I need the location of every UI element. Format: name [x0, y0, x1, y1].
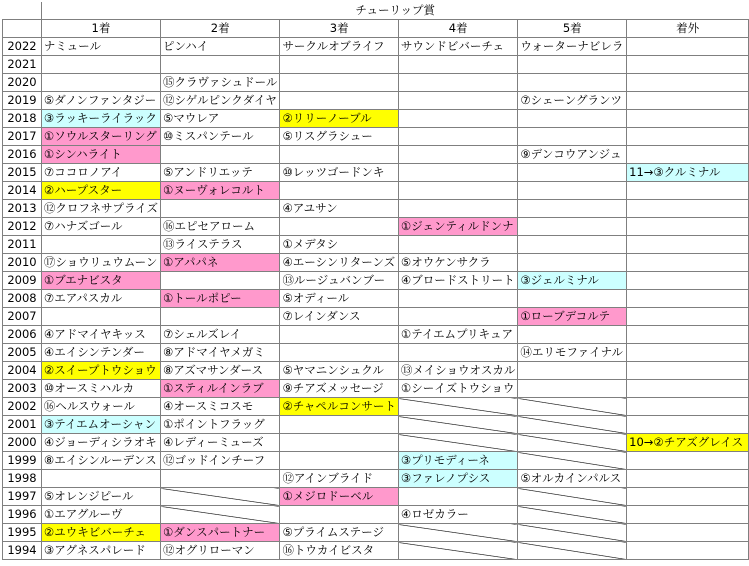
table-row — [3, 236, 749, 254]
year-cell[interactable]: 2002 — [3, 398, 42, 416]
cell-fourth[interactable]: ④ブロードストリート — [398, 272, 517, 290]
cell-first[interactable]: ⑫クロフネサプライズ — [41, 200, 160, 218]
cell-first[interactable] — [41, 56, 160, 74]
cell-second[interactable]: ①ヌーヴォレコルト — [161, 182, 280, 200]
year-cell[interactable]: 2014 — [3, 182, 42, 200]
cell-first[interactable]: ③テイエムオーシャン — [41, 416, 160, 434]
corner-cell[interactable] — [3, 2, 42, 20]
cell-fourth[interactable] — [398, 110, 517, 128]
cell-fifth-void[interactable] — [518, 398, 627, 416]
cell-other[interactable] — [627, 452, 749, 470]
cell-fifth[interactable]: ⑦シェーングランツ — [518, 92, 627, 110]
cell-third[interactable]: ⑨チアズメッセージ — [280, 380, 398, 398]
table-row — [3, 542, 749, 560]
cell-first[interactable]: ③ラッキーライラック — [41, 110, 160, 128]
cell-first[interactable] — [41, 74, 160, 92]
table-row — [3, 488, 749, 506]
cell-fifth-void[interactable] — [518, 452, 627, 470]
cell-other[interactable] — [627, 128, 749, 146]
cell-fifth[interactable] — [518, 362, 627, 380]
cell-fourth[interactable] — [398, 146, 517, 164]
cell-fifth-void[interactable] — [518, 488, 627, 506]
cell-fourth[interactable] — [398, 344, 517, 362]
cell-other[interactable] — [627, 272, 749, 290]
cell-fifth[interactable] — [518, 56, 627, 74]
cell-second[interactable] — [161, 146, 280, 164]
table-row — [3, 254, 749, 272]
year-cell[interactable]: 2007 — [3, 308, 42, 326]
year-cell[interactable]: 2011 — [3, 236, 42, 254]
cell-second[interactable] — [161, 56, 280, 74]
cell-third[interactable]: ⑯トウカイビスタ — [280, 542, 398, 560]
cell-second[interactable]: ⑧アズマサンダース — [161, 362, 280, 380]
cell-fourth[interactable] — [398, 200, 517, 218]
cell-fourth[interactable] — [398, 308, 517, 326]
year-cell[interactable]: 2019 — [3, 92, 42, 110]
year-cell[interactable]: 1996 — [3, 506, 42, 524]
cell-fourth[interactable]: ③ファレノプシス — [398, 470, 517, 488]
cell-first[interactable] — [41, 308, 160, 326]
cell-first[interactable]: ②ハープスター — [41, 182, 160, 200]
cell-first[interactable]: ④アドマイヤキッス — [41, 326, 160, 344]
cell-first[interactable]: ⑤ダノンファンタジー — [41, 92, 160, 110]
cell-second[interactable]: ピンハイ — [161, 38, 280, 56]
cell-second[interactable]: ①ダンスパートナー — [161, 524, 280, 542]
table-row — [3, 416, 749, 434]
table-row — [3, 308, 749, 326]
cell-first[interactable]: ナミュール — [41, 38, 160, 56]
cell-fifth[interactable] — [518, 380, 627, 398]
cell-first[interactable]: ①シンハライト — [41, 146, 160, 164]
year-cell[interactable]: 2009 — [3, 272, 42, 290]
table-title[interactable]: チューリップ賞 — [41, 2, 748, 20]
table-row — [3, 362, 749, 380]
cell-other[interactable] — [627, 470, 749, 488]
year-cell[interactable]: 2017 — [3, 128, 42, 146]
header-row — [3, 20, 749, 38]
cell-fourth-void[interactable] — [398, 524, 517, 542]
cell-second[interactable]: ①アパパネ — [161, 254, 280, 272]
year-cell[interactable]: 1999 — [3, 452, 42, 470]
cell-fourth[interactable] — [398, 56, 517, 74]
cell-other[interactable] — [627, 542, 749, 560]
cell-fifth[interactable]: ③ジェルミナル — [518, 272, 627, 290]
cell-other[interactable] — [627, 290, 749, 308]
cell-second[interactable] — [161, 470, 280, 488]
cell-other[interactable] — [627, 488, 749, 506]
year-cell[interactable]: 2016 — [3, 146, 42, 164]
cell-third[interactable]: ①メジロドーベル — [280, 488, 398, 506]
cell-first[interactable]: ①ブエナビスタ — [41, 272, 160, 290]
table-row — [3, 470, 749, 488]
table-row — [3, 434, 749, 452]
table-row — [3, 128, 749, 146]
cell-fifth-void[interactable] — [518, 506, 627, 524]
cell-other[interactable] — [627, 92, 749, 110]
cell-first[interactable]: ⑰ショウリュウムーン — [41, 254, 160, 272]
table-row — [3, 74, 749, 92]
cell-third[interactable]: ⑦レインダンス — [280, 308, 398, 326]
cell-third[interactable] — [280, 434, 398, 452]
cell-fifth-void[interactable] — [518, 416, 627, 434]
year-cell[interactable]: 2001 — [3, 416, 42, 434]
cell-fourth[interactable] — [398, 488, 517, 506]
cell-fifth[interactable] — [518, 236, 627, 254]
cell-second[interactable]: ①スティルインラブ — [161, 380, 280, 398]
cell-third[interactable]: ⑤プライムステージ — [280, 524, 398, 542]
cell-first[interactable]: ③アグネスパレード — [41, 542, 160, 560]
cell-fifth[interactable] — [518, 128, 627, 146]
cell-first[interactable]: ①ソウルスターリング — [41, 128, 160, 146]
header-other[interactable]: 着外 — [627, 20, 749, 38]
cell-other[interactable] — [627, 308, 749, 326]
cell-fourth[interactable]: ①テイエムプリキュア — [398, 326, 517, 344]
year-cell[interactable]: 2022 — [3, 38, 42, 56]
cell-second[interactable]: ④レディーミューズ — [161, 434, 280, 452]
header-2nd[interactable]: 2着 — [161, 20, 280, 38]
cell-other[interactable] — [627, 146, 749, 164]
cell-first[interactable]: ④エイシンテンダー — [41, 344, 160, 362]
cell-fourth-void[interactable] — [398, 434, 517, 452]
cell-first[interactable]: ②スイープトウショウ — [41, 362, 160, 380]
year-cell[interactable]: 2015 — [3, 164, 42, 182]
cell-other[interactable] — [627, 362, 749, 380]
cell-third[interactable] — [280, 56, 398, 74]
cell-fifth[interactable] — [518, 110, 627, 128]
year-cell[interactable]: 2020 — [3, 74, 42, 92]
table-row — [3, 380, 749, 398]
table-row — [3, 110, 749, 128]
cell-fifth[interactable]: ⑭エリモファイナル — [518, 344, 627, 362]
cell-fourth[interactable] — [398, 236, 517, 254]
year-cell[interactable]: 1997 — [3, 488, 42, 506]
cell-first[interactable]: ⑦エアパスカル — [41, 290, 160, 308]
cell-second[interactable]: ⑫ゴッドインチーフ — [161, 452, 280, 470]
table-row — [3, 92, 749, 110]
cell-fifth[interactable] — [518, 218, 627, 236]
table-row — [3, 182, 749, 200]
cell-second[interactable]: ⑩ミスパンテール — [161, 128, 280, 146]
cell-fifth-void[interactable] — [518, 434, 627, 452]
cell-third[interactable] — [280, 416, 398, 434]
table-row — [3, 164, 749, 182]
cell-fourth[interactable]: ③プリモディーネ — [398, 452, 517, 470]
year-cell[interactable]: 1998 — [3, 470, 42, 488]
cell-other[interactable] — [627, 200, 749, 218]
year-cell[interactable]: 2021 — [3, 56, 42, 74]
cell-second[interactable]: ⑫オグリローマン — [161, 542, 280, 560]
cell-first[interactable]: ⑯ヘルスウォール — [41, 398, 160, 416]
cell-fourth[interactable]: ④ロゼカラー — [398, 506, 517, 524]
cell-fifth-void[interactable] — [518, 524, 627, 542]
cell-second[interactable]: ⑫シゲルピンクダイヤ — [161, 92, 280, 110]
cell-third[interactable] — [280, 452, 398, 470]
cell-first[interactable]: ⑩オースミハルカ — [41, 380, 160, 398]
cell-second[interactable]: ⑧アドマイヤメガミ — [161, 344, 280, 362]
cell-second-void[interactable] — [161, 488, 280, 506]
cell-fourth[interactable]: ⑬メイショウオスカル — [398, 362, 517, 380]
cell-third[interactable]: サークルオブライフ — [280, 38, 398, 56]
header-1st[interactable]: 1着 — [41, 20, 160, 38]
cell-third[interactable] — [280, 218, 398, 236]
cell-other[interactable] — [627, 38, 749, 56]
cell-fifth[interactable] — [518, 164, 627, 182]
header-5th[interactable]: 5着 — [518, 20, 627, 38]
cell-fifth-void[interactable] — [518, 542, 627, 560]
cell-other[interactable] — [627, 110, 749, 128]
cell-other[interactable]: 10→②チアズグレイス — [627, 434, 749, 452]
cell-second[interactable]: ⑮クラヴァシュドール — [161, 74, 280, 92]
cell-third[interactable] — [280, 344, 398, 362]
cell-fifth[interactable] — [518, 290, 627, 308]
table-row — [3, 56, 749, 74]
cell-second[interactable]: ①トールポピー — [161, 290, 280, 308]
cell-fourth[interactable] — [398, 182, 517, 200]
cell-fifth[interactable] — [518, 182, 627, 200]
year-cell[interactable]: 2018 — [3, 110, 42, 128]
cell-other[interactable] — [627, 344, 749, 362]
cell-third[interactable] — [280, 92, 398, 110]
cell-fifth[interactable]: ウォーターナビレラ — [518, 38, 627, 56]
table-row — [3, 218, 749, 236]
cell-fourth[interactable] — [398, 74, 517, 92]
cell-second[interactable] — [161, 200, 280, 218]
cell-third[interactable]: ②リリーノーブル — [280, 110, 398, 128]
cell-second[interactable]: ⑤マウレア — [161, 110, 280, 128]
cell-other[interactable] — [627, 398, 749, 416]
cell-fourth[interactable]: ①シーイズトウショウ — [398, 380, 517, 398]
cell-third[interactable] — [280, 146, 398, 164]
cell-other[interactable] — [627, 236, 749, 254]
cell-fifth[interactable]: ⑤オルカインパルス — [518, 470, 627, 488]
cell-first[interactable]: ①エアグルーヴ — [41, 506, 160, 524]
cell-fourth[interactable]: サウンドビバーチェ — [398, 38, 517, 56]
cell-first[interactable]: ⑦ハナズゴール — [41, 218, 160, 236]
cell-second[interactable]: ⑤アンドリエッテ — [161, 164, 280, 182]
table-row — [3, 506, 749, 524]
cell-third[interactable]: ⑤ヤマニンシュクル — [280, 362, 398, 380]
cell-third[interactable]: ④エーシンリターンズ — [280, 254, 398, 272]
cell-third[interactable]: ⑩レッツゴードンキ — [280, 164, 398, 182]
cell-second[interactable] — [161, 272, 280, 290]
table-row — [3, 398, 749, 416]
cell-other[interactable] — [627, 326, 749, 344]
cell-fifth[interactable]: ⑨デンコウアンジュ — [518, 146, 627, 164]
cell-other[interactable] — [627, 218, 749, 236]
year-cell[interactable]: 2003 — [3, 380, 42, 398]
cell-third[interactable] — [280, 74, 398, 92]
cell-third[interactable] — [280, 182, 398, 200]
table-row — [3, 272, 749, 290]
cell-second-void[interactable] — [161, 506, 280, 524]
cell-fourth[interactable] — [398, 128, 517, 146]
cell-third[interactable]: ①メデタシ — [280, 236, 398, 254]
results-table — [2, 2, 749, 560]
table-row — [3, 344, 749, 362]
year-cell[interactable]: 2010 — [3, 254, 42, 272]
cell-third[interactable]: ⑤オディール — [280, 290, 398, 308]
header-3rd[interactable]: 3着 — [280, 20, 398, 38]
table-row — [3, 524, 749, 542]
table-row — [3, 326, 749, 344]
cell-other[interactable] — [627, 182, 749, 200]
cell-fifth[interactable] — [518, 200, 627, 218]
title-row — [3, 2, 749, 20]
cell-third[interactable]: ②チャペルコンサート — [280, 398, 398, 416]
cell-first[interactable] — [41, 470, 160, 488]
year-cell[interactable]: 2012 — [3, 218, 42, 236]
cell-fourth[interactable]: ⑤オウケンサクラ — [398, 254, 517, 272]
cell-fourth[interactable] — [398, 290, 517, 308]
cell-fifth[interactable]: ①ローブデコルテ — [518, 308, 627, 326]
cell-third[interactable]: ⑬ルージュバンブー — [280, 272, 398, 290]
table-row — [3, 290, 749, 308]
header-corner-cell[interactable] — [3, 20, 42, 38]
cell-first[interactable]: ④ジョーディシラオキ — [41, 434, 160, 452]
cell-second[interactable]: ⑬ライステラス — [161, 236, 280, 254]
cell-other[interactable] — [627, 74, 749, 92]
cell-other[interactable] — [627, 524, 749, 542]
cell-fourth-void[interactable] — [398, 542, 517, 560]
cell-third[interactable]: ④アユサン — [280, 200, 398, 218]
table-row — [3, 452, 749, 470]
cell-second[interactable] — [161, 308, 280, 326]
cell-first[interactable]: ⑤オレンジピール — [41, 488, 160, 506]
cell-other[interactable] — [627, 56, 749, 74]
table-row — [3, 38, 749, 56]
cell-first[interactable] — [41, 236, 160, 254]
cell-fourth[interactable] — [398, 92, 517, 110]
cell-second[interactable]: ⑦シェルズレイ — [161, 326, 280, 344]
cell-fourth-void[interactable] — [398, 416, 517, 434]
year-cell[interactable]: 2013 — [3, 200, 42, 218]
cell-third[interactable]: ⑤リスグラシュー — [280, 128, 398, 146]
table-row — [3, 200, 749, 218]
cell-third[interactable]: ⑫アインブライド — [280, 470, 398, 488]
cell-other[interactable]: 11→③クルミナル — [627, 164, 749, 182]
year-cell[interactable]: 2004 — [3, 362, 42, 380]
cell-first[interactable]: ②ユウキビバーチェ — [41, 524, 160, 542]
cell-first[interactable]: ⑦ココロノアイ — [41, 164, 160, 182]
cell-second[interactable]: ⑯エピセアローム — [161, 218, 280, 236]
cell-other[interactable] — [627, 416, 749, 434]
year-cell[interactable]: 1994 — [3, 542, 42, 560]
cell-fourth[interactable] — [398, 164, 517, 182]
cell-third[interactable] — [280, 326, 398, 344]
cell-other[interactable] — [627, 506, 749, 524]
header-4th[interactable]: 4着 — [398, 20, 517, 38]
table-row — [3, 146, 749, 164]
cell-fifth[interactable] — [518, 254, 627, 272]
cell-third[interactable] — [280, 506, 398, 524]
cell-fourth[interactable]: ①ジェンティルドンナ — [398, 218, 517, 236]
cell-second[interactable]: ④オースミコスモ — [161, 398, 280, 416]
cell-first[interactable]: ⑧エイシンルーデンス — [41, 452, 160, 470]
cell-other[interactable] — [627, 380, 749, 398]
year-cell[interactable]: 2006 — [3, 326, 42, 344]
cell-fifth[interactable] — [518, 74, 627, 92]
year-cell[interactable]: 1995 — [3, 524, 42, 542]
cell-fourth-void[interactable] — [398, 398, 517, 416]
cell-other[interactable] — [627, 254, 749, 272]
cell-second[interactable]: ①ポイントフラッグ — [161, 416, 280, 434]
cell-fifth[interactable] — [518, 326, 627, 344]
year-cell[interactable]: 2005 — [3, 344, 42, 362]
year-cell[interactable]: 2000 — [3, 434, 42, 452]
year-cell[interactable]: 2008 — [3, 290, 42, 308]
